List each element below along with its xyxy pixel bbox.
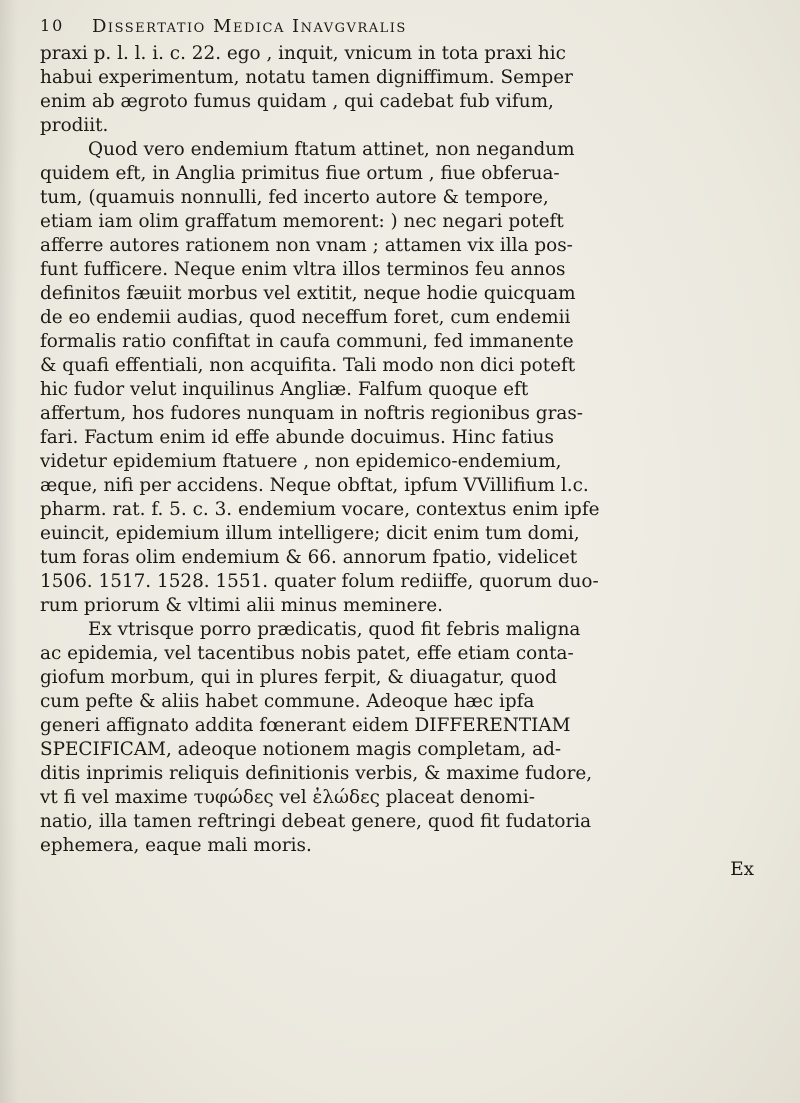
text-line: funt fufficere. Neque enim vltra illos terminos feu annos — [40, 259, 566, 280]
text-line: natio, illa tamen reftringi debeat genere, quod fit fudatoria — [40, 811, 592, 832]
text-line: tum foras olim endemium & 66. annorum fpatio, videlicet — [40, 547, 578, 568]
text-line: ac epidemia, vel tacentibus nobis patet, effe etiam conta- — [40, 643, 574, 664]
body-text — [40, 42, 762, 882]
text-line: praxi p. l. l. i. c. 22. ego , inquit, vnicum in tota praxi hic — [40, 43, 566, 64]
text-line: affertum, hos fudores nunquam in noftris regionibus gras- — [40, 403, 583, 424]
page-number: 10 — [40, 16, 65, 35]
text-line: generi affignato addita fœnerant eidem DIFFERENTIAM — [40, 715, 571, 736]
text-line: prodiit. — [40, 115, 109, 136]
running-title: Dissertatio Medica Inavgvralis — [92, 16, 407, 37]
catchword: Ex — [730, 859, 754, 880]
text-line: afferre autores rationem non vnam ; attamen vix illa pos- — [40, 235, 573, 256]
text-line: Ex vtrisque porro prædicatis, quod fit febris maligna — [88, 619, 581, 640]
text-line: vt fi vel maxime τυφώδες vel ἐλώδες placeat denomi- — [40, 787, 535, 808]
text-line: SPECIFICAM, adeoque notionem magis completam, ad- — [40, 739, 562, 760]
text-line: definitos fæuiit morbus vel extitit, neque hodie quicquam — [40, 283, 576, 304]
text-line: quidem eft, in Anglia primitus fiue ortum , fiue obferua- — [40, 163, 560, 184]
page-fold-shadow — [0, 0, 18, 1103]
text-line: Quod vero endemium ftatum attinet, non negandum — [88, 139, 575, 160]
text-line: rum priorum & vltimi alii minus meminere. — [40, 595, 443, 616]
text-line: etiam iam olim graffatum memorent: ) nec negari poteft — [40, 211, 564, 232]
text-line: pharm. rat. f. 5. c. 3. endemium vocare, contextus enim ipfe — [40, 499, 600, 520]
text-line: giofum morbum, qui in plures ferpit, & diuagatur, quod — [40, 667, 557, 688]
text-line: de eo endemii audias, quod neceffum foret, cum endemii — [40, 307, 571, 328]
text-line: tum, (quamuis nonnulli, fed incerto autore & tempore, — [40, 187, 549, 208]
text-line: euincit, epidemium illum intelligere; dicit enim tum domi, — [40, 523, 580, 544]
text-line: habui experimentum, notatu tamen digniffimum. Semper — [40, 67, 573, 88]
text-line: videtur epidemium ftatuere , non epidemico-endemium, — [40, 451, 562, 472]
text-line: ephemera, eaque mali moris. — [40, 835, 312, 856]
text-line: enim ab ægroto fumus quidam , qui cadebat fub vifum, — [40, 91, 554, 112]
text-line: 1506. 1517. 1528. 1551. quater folum rediiffe, quorum duo- — [40, 571, 599, 592]
text-line: ditis inprimis reliquis definitionis verbis, & maxime fudore, — [40, 763, 593, 784]
text-line: & quafi effentiali, non acquifita. Tali modo non dici poteft — [40, 355, 576, 376]
text-line: hic fudor velut inquilinus Angliæ. Falfum quoque eft — [40, 379, 529, 400]
page-header — [40, 6, 760, 46]
text-line: æque, nifi per accidens. Neque obftat, ipfum VVillifium l.c. — [40, 475, 589, 496]
text-line: cum pefte & aliis habet commune. Adeoque hæc ipfa — [40, 691, 535, 712]
text-line: fari. Factum enim id effe abunde docuimus. Hinc fatius — [40, 427, 554, 448]
text-line: formalis ratio confiftat in caufa communi, fed immanente — [40, 331, 574, 352]
